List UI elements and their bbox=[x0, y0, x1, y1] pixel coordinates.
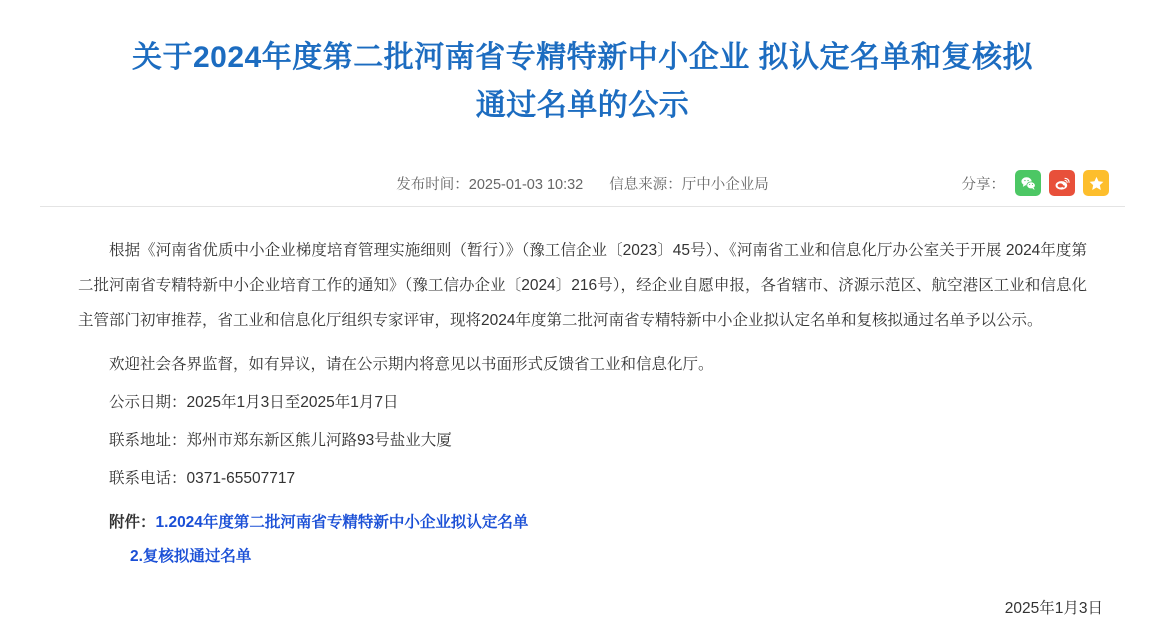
article-meta-bar bbox=[40, 160, 1125, 206]
attachments-label: 附件： bbox=[109, 514, 156, 531]
info-source-value: 厅中小企业局 bbox=[681, 176, 769, 193]
info-source-label: 信息来源： bbox=[609, 176, 682, 193]
qzone-share-icon[interactable] bbox=[1083, 170, 1109, 196]
info-source bbox=[609, 173, 769, 194]
publish-time bbox=[396, 173, 583, 194]
attachment-row-2 bbox=[78, 540, 1087, 574]
weibo-share-icon[interactable] bbox=[1049, 170, 1075, 196]
contact-address: 联系地址：郑州市郑东新区熊儿河路93号盐业大厦 bbox=[109, 432, 452, 449]
paragraph-main: 根据《河南省优质中小企业梯度培育管理实施细则（暂行）》（豫工信企业〔2023〕45号）、《河南省工业和信息化厅办公室关于开展 2024年度第二批河南省专精特新中小企业培育工作的通知》（豫工信办企业〔2024〕216号），经企业自愿申报，各省辖市、济源示范区、航空港区工业和信息化主管部门初审推荐，省工业和信息化厅组织专家评审，现将2024年度第二批河南省专精特新中小企业拟认定名单和复核拟通过名单予以公示。 bbox=[78, 242, 1087, 329]
attachment-row-1 bbox=[78, 506, 1087, 540]
attachment-link-1[interactable]: 1.2024年度第二批河南省专精特新中小企业拟认定名单 bbox=[155, 514, 529, 531]
publish-time-label: 发布时间： bbox=[396, 176, 469, 193]
signature-date: 2025年1月3日 bbox=[1004, 600, 1103, 617]
contact-phone: 联系电话：0371-65507717 bbox=[109, 470, 296, 487]
publicity-period: 公示日期：2025年1月3日至2025年1月7日 bbox=[109, 394, 399, 411]
paragraph-welcome: 欢迎社会各界监督，如有异议，请在公示期内将意见以书面形式反馈省工业和信息化厅。 bbox=[109, 356, 714, 373]
publish-time-value: 2025-01-03 10:32 bbox=[468, 176, 584, 193]
attachments bbox=[78, 506, 1087, 574]
wechat-share-icon[interactable] bbox=[1015, 170, 1041, 196]
page-title: 关于2024年度第二批河南省专精特新中小企业 拟认定名单和复核拟通过名单的公示 bbox=[131, 41, 1034, 122]
article-body bbox=[0, 207, 1165, 574]
attachment-link-2[interactable]: 2.复核拟通过名单 bbox=[130, 548, 252, 565]
share-group bbox=[962, 170, 1110, 196]
meta-group bbox=[396, 173, 769, 194]
share-label: 分享： bbox=[961, 176, 1005, 193]
